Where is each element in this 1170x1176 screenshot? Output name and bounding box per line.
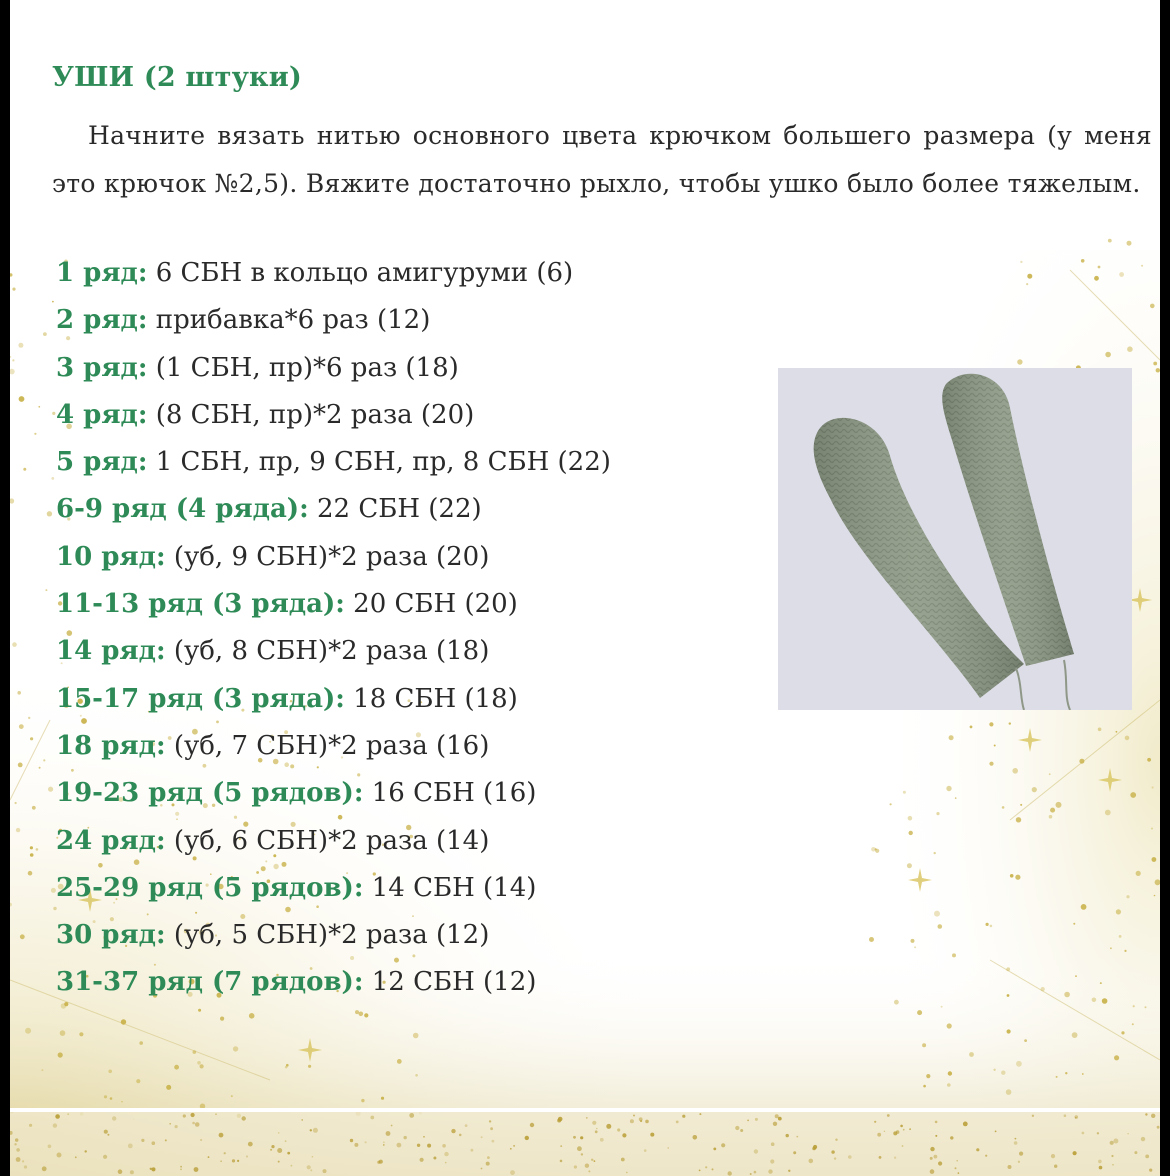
row-instruction: (уб, 9 СБН)*2 раза (20): [165, 541, 490, 572]
row-label: 1 ряд:: [56, 258, 148, 288]
row-label: 15-17 ряд (3 ряда):: [56, 683, 345, 714]
pattern-row: [56, 770, 611, 817]
row-instruction: (уб, 8 СБН)*2 раза (18): [165, 636, 490, 667]
row-instruction: 22 СБН (22): [308, 494, 482, 525]
row-label: 30 ряд:: [56, 920, 166, 951]
row-label: 5 ряд:: [56, 447, 148, 478]
row-instruction: 12 СБН (12): [363, 967, 537, 998]
row-label: 19-23 ряд (5 рядов):: [56, 778, 364, 809]
pattern-row: [56, 534, 611, 581]
row-label: 31-37 ряд (7 рядов):: [56, 967, 364, 998]
row-label: 2 ряд:: [56, 305, 148, 336]
pattern-row: [56, 723, 611, 770]
ears-illustration: [778, 368, 1132, 710]
pattern-row: [56, 297, 611, 344]
row-instruction: 6 СБН в кольцо амигуруми (6): [147, 258, 574, 288]
document-page: [10, 0, 1160, 1176]
row-instruction: 16 СБН (16): [363, 778, 537, 809]
row-instruction: (уб, 5 СБН)*2 раза (12): [165, 920, 490, 951]
row-instruction: (1 СБН, пр)*6 раз (18): [147, 352, 459, 383]
row-label: 10 ряд:: [56, 541, 166, 572]
row-instruction: 20 СБН (20): [344, 589, 518, 620]
intro-paragraph: Начните вязать нитью основного цвета крючком большего размера (у меня это крючок №2,5). Вяжите достаточно рыхло, чтобы ушко было более тяжелым.: [52, 121, 1152, 198]
pattern-row: [56, 581, 611, 628]
row-label: 3 ряд:: [56, 352, 148, 383]
row-instruction: (уб, 6 СБН)*2 раза (14): [165, 825, 490, 856]
pattern-row: [56, 345, 611, 392]
page-title: УШИ (2 штуки): [52, 62, 302, 93]
pattern-row: [56, 676, 611, 723]
pattern-row: [56, 865, 611, 912]
row-label: 18 ряд:: [56, 730, 166, 761]
decorative-border-band: [10, 1108, 1160, 1176]
row-instruction: прибавка*6 раз (12): [147, 305, 431, 336]
row-label: 14 ряд:: [56, 636, 166, 667]
crocheted-ears-photo: [778, 368, 1132, 710]
pattern-row: [56, 959, 611, 1006]
row-label: 6-9 ряд (4 ряда):: [56, 494, 309, 525]
pattern-row: [56, 818, 611, 865]
pattern-row: [56, 628, 611, 675]
row-instruction: (8 СБН, пр)*2 раза (20): [147, 399, 475, 430]
pattern-rows: [56, 250, 611, 1007]
pattern-row: [56, 392, 611, 439]
row-label: 11-13 ряд (3 ряда):: [56, 589, 345, 620]
row-instruction: 14 СБН (14): [363, 872, 537, 903]
row-label: 25-29 ряд (5 рядов):: [56, 872, 364, 903]
pattern-row: [56, 439, 611, 486]
row-instruction: (уб, 7 СБН)*2 раза (16): [165, 730, 490, 761]
pattern-row: [56, 486, 611, 533]
row-label: 24 ряд:: [56, 825, 166, 856]
row-label: 4 ряд:: [56, 399, 148, 430]
row-instruction: 1 СБН, пр, 9 СБН, пр, 8 СБН (22): [147, 447, 611, 478]
pattern-row: [56, 250, 611, 297]
pattern-row: [56, 912, 611, 959]
row-instruction: 18 СБН (18): [344, 683, 518, 714]
